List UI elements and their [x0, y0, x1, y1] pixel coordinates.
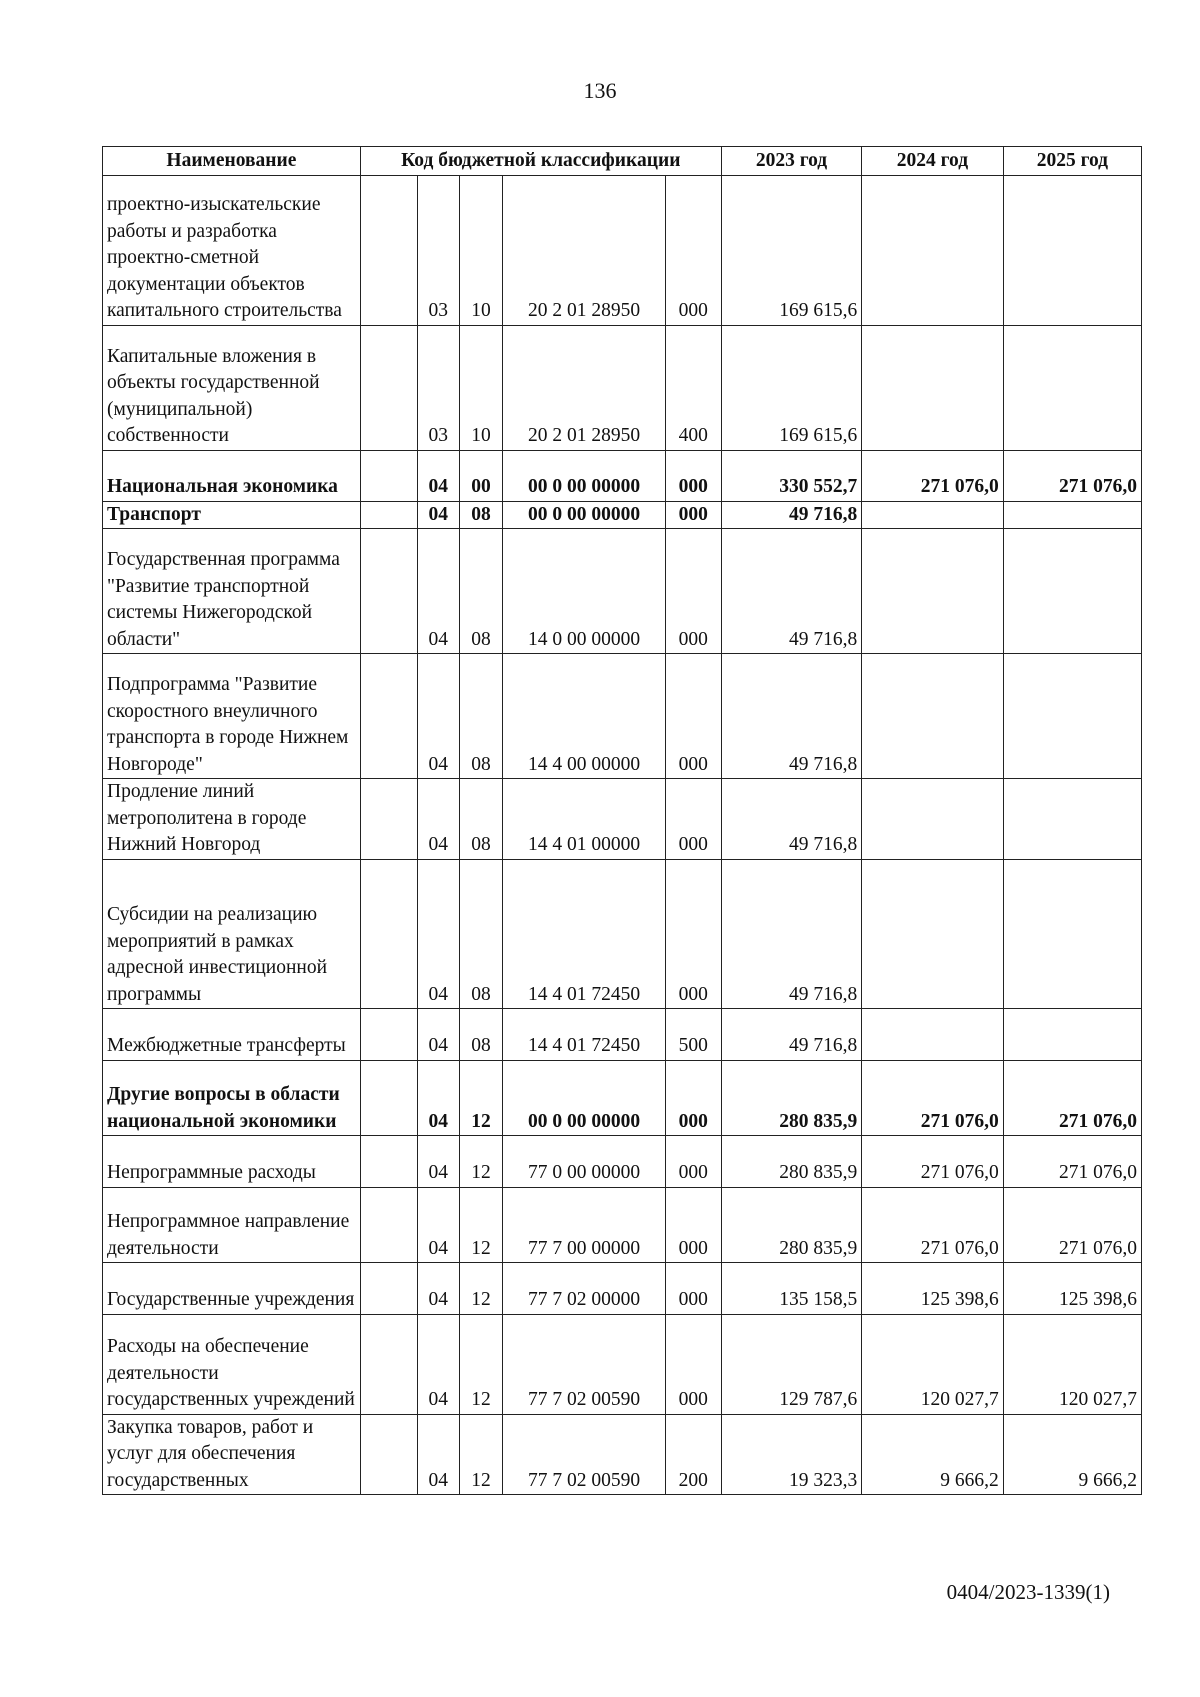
row-name: Непрограммные расходы [103, 1136, 361, 1187]
row-name: Государственная программа "Развитие транспортной системы Нижегородской области" [103, 529, 361, 654]
row-section-code: 04 [417, 450, 459, 501]
row-name: Непрограммное направление деятельности [103, 1187, 361, 1263]
table-row [103, 1187, 1142, 1263]
row-blank-cell [360, 325, 417, 450]
row-section-code: 04 [417, 529, 459, 654]
header-2023: 2023 год [721, 147, 861, 176]
row-value-2024: 271 076,0 [862, 1060, 1004, 1136]
row-expense-type-code: 000 [665, 176, 721, 326]
row-section-code: 04 [417, 654, 459, 779]
row-value-2024: 125 398,6 [862, 1263, 1004, 1314]
row-section-code: 04 [417, 779, 459, 860]
row-section-code: 04 [417, 1314, 459, 1414]
row-value-2025 [1003, 501, 1141, 529]
row-target-article-code: 00 0 00 00000 [503, 501, 665, 529]
table-row [103, 779, 1142, 860]
row-blank-cell [360, 501, 417, 529]
row-value-2024 [862, 325, 1004, 450]
row-expense-type-code: 000 [665, 654, 721, 779]
row-value-2023: 49 716,8 [721, 1009, 861, 1060]
row-subsection-code: 08 [459, 529, 503, 654]
row-value-2024 [862, 779, 1004, 860]
row-value-2025: 271 076,0 [1003, 1136, 1141, 1187]
row-target-article-code: 77 7 02 00590 [503, 1414, 665, 1495]
header-2025: 2025 год [1003, 147, 1141, 176]
row-section-code: 03 [417, 176, 459, 326]
row-value-2024 [862, 859, 1004, 1009]
row-value-2025 [1003, 654, 1141, 779]
row-value-2025 [1003, 1009, 1141, 1060]
table-row [103, 176, 1142, 326]
row-expense-type-code: 000 [665, 1187, 721, 1263]
row-subsection-code: 10 [459, 176, 503, 326]
table-row [103, 1060, 1142, 1136]
row-target-article-code: 14 4 01 00000 [503, 779, 665, 860]
row-target-article-code: 14 4 01 72450 [503, 1009, 665, 1060]
row-value-2023: 49 716,8 [721, 859, 861, 1009]
row-subsection-code: 12 [459, 1414, 503, 1495]
header-code: Код бюджетной классификации [360, 147, 721, 176]
header-2024: 2024 год [862, 147, 1004, 176]
row-value-2023: 49 716,8 [721, 779, 861, 860]
row-value-2025 [1003, 325, 1141, 450]
row-value-2023: 49 716,8 [721, 529, 861, 654]
row-value-2024: 271 076,0 [862, 1136, 1004, 1187]
table-row [103, 859, 1142, 1009]
row-blank-cell [360, 450, 417, 501]
row-value-2025: 271 076,0 [1003, 450, 1141, 501]
table-row [103, 529, 1142, 654]
row-value-2024 [862, 176, 1004, 326]
row-name: проектно-изыскательские работы и разработка проектно-сметной документации объектов капитального строительства [103, 176, 361, 326]
row-value-2023: 129 787,6 [721, 1314, 861, 1414]
row-blank-cell [360, 1060, 417, 1136]
row-value-2023: 169 615,6 [721, 325, 861, 450]
row-subsection-code: 12 [459, 1314, 503, 1414]
row-section-code: 04 [417, 859, 459, 1009]
row-section-code: 04 [417, 1060, 459, 1136]
table-row [103, 654, 1142, 779]
table-row [103, 325, 1142, 450]
row-value-2024: 271 076,0 [862, 1187, 1004, 1263]
row-target-article-code: 14 0 00 00000 [503, 529, 665, 654]
row-name: Расходы на обеспечение деятельности государственных учреждений [103, 1314, 361, 1414]
row-target-article-code: 00 0 00 00000 [503, 450, 665, 501]
row-subsection-code: 10 [459, 325, 503, 450]
row-name: Государственные учреждения [103, 1263, 361, 1314]
row-name: Межбюджетные трансферты [103, 1009, 361, 1060]
row-value-2025: 271 076,0 [1003, 1060, 1141, 1136]
row-target-article-code: 00 0 00 00000 [503, 1060, 665, 1136]
row-blank-cell [360, 529, 417, 654]
table-row [103, 1009, 1142, 1060]
row-section-code: 04 [417, 1009, 459, 1060]
table-row [103, 1414, 1142, 1495]
row-blank-cell [360, 1314, 417, 1414]
row-expense-type-code: 000 [665, 859, 721, 1009]
document-code: 0404/2023-1339(1) [946, 1580, 1110, 1604]
row-value-2023: 330 552,7 [721, 450, 861, 501]
row-value-2025: 9 666,2 [1003, 1414, 1141, 1495]
row-section-code: 04 [417, 1187, 459, 1263]
row-subsection-code: 12 [459, 1136, 503, 1187]
row-subsection-code: 08 [459, 859, 503, 1009]
row-value-2024: 9 666,2 [862, 1414, 1004, 1495]
row-subsection-code: 08 [459, 501, 503, 529]
row-value-2023: 280 835,9 [721, 1060, 861, 1136]
row-value-2025 [1003, 859, 1141, 1009]
row-value-2024 [862, 501, 1004, 529]
row-name: Продление линий метрополитена в городе Нижний Новгород [103, 779, 361, 860]
row-subsection-code: 12 [459, 1263, 503, 1314]
row-value-2025 [1003, 176, 1141, 326]
row-section-code: 04 [417, 501, 459, 529]
table-row [103, 450, 1142, 501]
page-number: 136 [583, 78, 617, 103]
row-subsection-code: 08 [459, 654, 503, 779]
row-expense-type-code: 000 [665, 779, 721, 860]
row-value-2024 [862, 654, 1004, 779]
row-expense-type-code: 000 [665, 450, 721, 501]
row-name: Другие вопросы в области национальной экономики [103, 1060, 361, 1136]
row-section-code: 04 [417, 1263, 459, 1314]
row-target-article-code: 14 4 01 72450 [503, 859, 665, 1009]
row-blank-cell [360, 176, 417, 326]
table-header-row [103, 147, 1142, 176]
row-name: Подпрограмма "Развитие скоростного внеуличного транспорта в городе Нижнем Новгороде" [103, 654, 361, 779]
row-value-2023: 280 835,9 [721, 1187, 861, 1263]
row-subsection-code: 12 [459, 1060, 503, 1136]
row-target-article-code: 14 4 00 00000 [503, 654, 665, 779]
row-blank-cell [360, 1009, 417, 1060]
row-expense-type-code: 400 [665, 325, 721, 450]
row-blank-cell [360, 1414, 417, 1495]
table-row [103, 1314, 1142, 1414]
row-value-2023: 49 716,8 [721, 654, 861, 779]
row-section-code: 04 [417, 1414, 459, 1495]
row-blank-cell [360, 1136, 417, 1187]
row-blank-cell [360, 779, 417, 860]
row-target-article-code: 77 7 02 00590 [503, 1314, 665, 1414]
row-blank-cell [360, 654, 417, 779]
row-name: Субсидии на реализацию мероприятий в рамках адресной инвестиционной программы [103, 859, 361, 1009]
row-blank-cell [360, 859, 417, 1009]
row-blank-cell [360, 1187, 417, 1263]
row-expense-type-code: 000 [665, 1263, 721, 1314]
row-blank-cell [360, 1263, 417, 1314]
row-expense-type-code: 000 [665, 1060, 721, 1136]
row-expense-type-code: 500 [665, 1009, 721, 1060]
row-value-2025: 125 398,6 [1003, 1263, 1141, 1314]
row-value-2025: 120 027,7 [1003, 1314, 1141, 1414]
row-name: Транспорт [103, 501, 361, 529]
row-name: Капитальные вложения в объекты государственной (муниципальной) собственности [103, 325, 361, 450]
row-section-code: 04 [417, 1136, 459, 1187]
row-value-2023: 135 158,5 [721, 1263, 861, 1314]
row-expense-type-code: 000 [665, 529, 721, 654]
row-value-2024 [862, 529, 1004, 654]
row-subsection-code: 08 [459, 779, 503, 860]
row-subsection-code: 00 [459, 450, 503, 501]
row-expense-type-code: 000 [665, 501, 721, 529]
row-value-2023: 169 615,6 [721, 176, 861, 326]
row-name: Закупка товаров, работ и услуг для обеспечения государственных [103, 1414, 361, 1495]
row-value-2025 [1003, 529, 1141, 654]
row-value-2024: 271 076,0 [862, 450, 1004, 501]
row-expense-type-code: 000 [665, 1136, 721, 1187]
row-value-2023: 49 716,8 [721, 501, 861, 529]
row-value-2024: 120 027,7 [862, 1314, 1004, 1414]
row-section-code: 03 [417, 325, 459, 450]
row-value-2023: 19 323,3 [721, 1414, 861, 1495]
header-name: Наименование [103, 147, 361, 176]
row-value-2025 [1003, 779, 1141, 860]
row-target-article-code: 77 7 02 00000 [503, 1263, 665, 1314]
row-value-2023: 280 835,9 [721, 1136, 861, 1187]
table-row [103, 1136, 1142, 1187]
table-row [103, 1263, 1142, 1314]
row-target-article-code: 77 7 00 00000 [503, 1187, 665, 1263]
row-value-2025: 271 076,0 [1003, 1187, 1141, 1263]
row-name: Национальная экономика [103, 450, 361, 501]
budget-table [102, 146, 1142, 1495]
row-expense-type-code: 200 [665, 1414, 721, 1495]
row-value-2024 [862, 1009, 1004, 1060]
row-target-article-code: 77 0 00 00000 [503, 1136, 665, 1187]
table-row [103, 501, 1142, 529]
row-subsection-code: 08 [459, 1009, 503, 1060]
row-subsection-code: 12 [459, 1187, 503, 1263]
row-target-article-code: 20 2 01 28950 [503, 325, 665, 450]
row-target-article-code: 20 2 01 28950 [503, 176, 665, 326]
row-expense-type-code: 000 [665, 1314, 721, 1414]
